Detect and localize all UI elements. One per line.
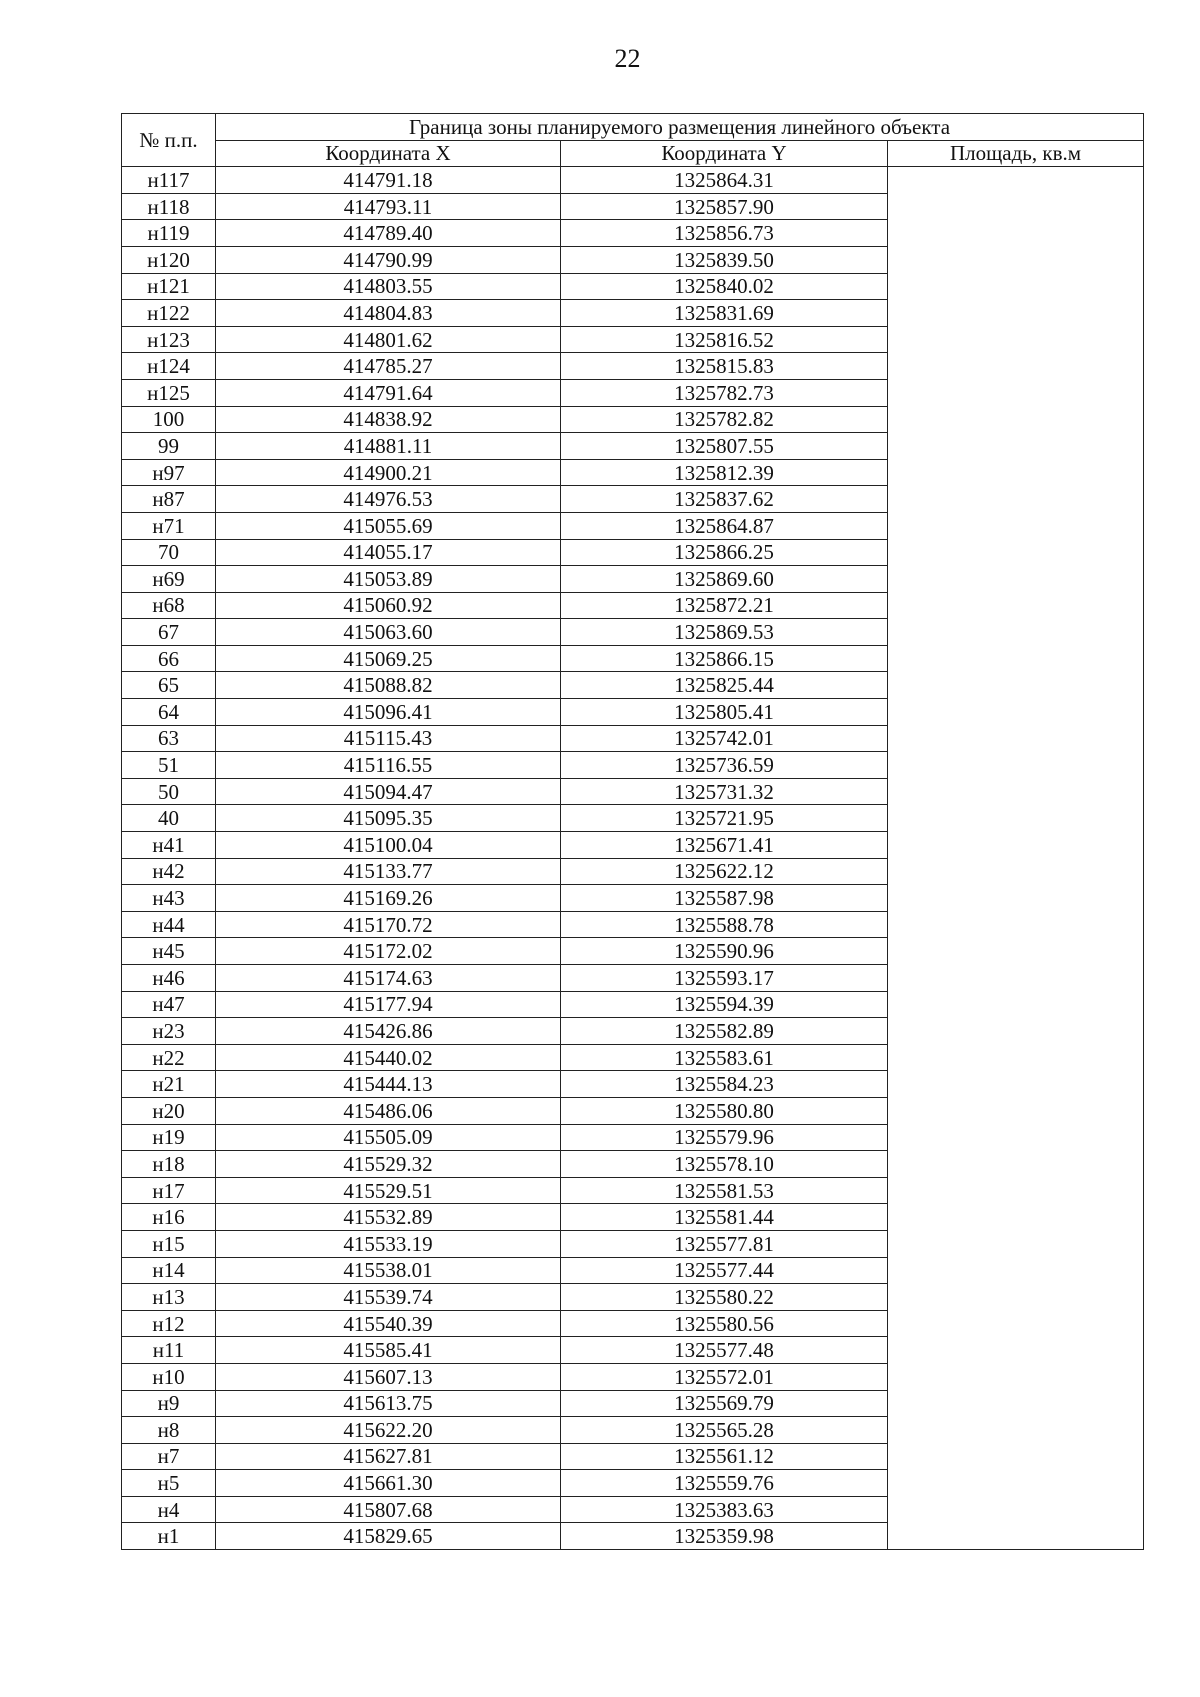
point-number-cell: н1 bbox=[122, 1523, 216, 1550]
header-y: Координата Y bbox=[561, 140, 888, 167]
point-number-cell: 65 bbox=[122, 672, 216, 699]
coordinate-y-cell: 1325561.12 bbox=[561, 1443, 888, 1470]
header-row-group bbox=[122, 114, 1144, 141]
coordinate-x-cell: 415063.60 bbox=[216, 619, 561, 646]
coordinate-y-cell: 1325736.59 bbox=[561, 752, 888, 779]
point-number-cell: н123 bbox=[122, 326, 216, 353]
point-number-cell: н69 bbox=[122, 566, 216, 593]
point-number-cell: н68 bbox=[122, 592, 216, 619]
point-number-cell: н119 bbox=[122, 220, 216, 247]
coordinate-x-cell: 415088.82 bbox=[216, 672, 561, 699]
point-number-cell: 51 bbox=[122, 752, 216, 779]
coordinate-y-cell: 1325864.31 bbox=[561, 167, 888, 194]
coordinate-x-cell: 415540.39 bbox=[216, 1310, 561, 1337]
coordinate-x-cell: 415444.13 bbox=[216, 1071, 561, 1098]
point-number-cell: н7 bbox=[122, 1443, 216, 1470]
coordinate-y-cell: 1325837.62 bbox=[561, 486, 888, 513]
coordinate-x-cell: 414881.11 bbox=[216, 433, 561, 460]
coordinate-x-cell: 415529.32 bbox=[216, 1151, 561, 1178]
coordinate-x-cell: 415627.81 bbox=[216, 1443, 561, 1470]
coordinate-y-cell: 1325569.79 bbox=[561, 1390, 888, 1417]
coordinate-y-cell: 1325577.44 bbox=[561, 1257, 888, 1284]
point-number-cell: н71 bbox=[122, 512, 216, 539]
coordinate-x-cell: 414976.53 bbox=[216, 486, 561, 513]
coordinate-y-cell: 1325580.22 bbox=[561, 1284, 888, 1311]
coordinate-y-cell: 1325581.53 bbox=[561, 1177, 888, 1204]
coordinate-y-cell: 1325866.25 bbox=[561, 539, 888, 566]
point-number-cell: н97 bbox=[122, 459, 216, 486]
point-number-cell: н21 bbox=[122, 1071, 216, 1098]
coordinate-x-cell: 415505.09 bbox=[216, 1124, 561, 1151]
header-num: № п.п. bbox=[122, 114, 216, 167]
point-number-cell: н12 bbox=[122, 1310, 216, 1337]
coordinate-y-cell: 1325869.53 bbox=[561, 619, 888, 646]
coordinate-y-cell: 1325565.28 bbox=[561, 1417, 888, 1444]
coordinate-x-cell: 415095.35 bbox=[216, 805, 561, 832]
coordinate-x-cell: 415096.41 bbox=[216, 699, 561, 726]
coordinate-y-cell: 1325580.56 bbox=[561, 1310, 888, 1337]
coordinate-y-cell: 1325731.32 bbox=[561, 778, 888, 805]
coordinate-y-cell: 1325807.55 bbox=[561, 433, 888, 460]
point-number-cell: н13 bbox=[122, 1284, 216, 1311]
coordinate-y-cell: 1325590.96 bbox=[561, 938, 888, 965]
coordinate-y-cell: 1325857.90 bbox=[561, 193, 888, 220]
point-number-cell: н46 bbox=[122, 965, 216, 992]
point-number-cell: н5 bbox=[122, 1470, 216, 1497]
coordinate-y-cell: 1325782.82 bbox=[561, 406, 888, 433]
coordinate-x-cell: 414055.17 bbox=[216, 539, 561, 566]
coordinate-x-cell: 415115.43 bbox=[216, 725, 561, 752]
coordinate-y-cell: 1325559.76 bbox=[561, 1470, 888, 1497]
coordinate-y-cell: 1325721.95 bbox=[561, 805, 888, 832]
point-number-cell: 99 bbox=[122, 433, 216, 460]
coordinate-y-cell: 1325805.41 bbox=[561, 699, 888, 726]
point-number-cell: н42 bbox=[122, 858, 216, 885]
point-number-cell: н19 bbox=[122, 1124, 216, 1151]
coordinate-x-cell: 415807.68 bbox=[216, 1496, 561, 1523]
coordinate-y-cell: 1325782.73 bbox=[561, 379, 888, 406]
point-number-cell: 100 bbox=[122, 406, 216, 433]
coordinate-x-cell: 415169.26 bbox=[216, 885, 561, 912]
coordinate-x-cell: 415529.51 bbox=[216, 1177, 561, 1204]
coordinate-y-cell: 1325671.41 bbox=[561, 832, 888, 859]
coordinate-y-cell: 1325816.52 bbox=[561, 326, 888, 353]
point-number-cell: н43 bbox=[122, 885, 216, 912]
point-number-cell: н18 bbox=[122, 1151, 216, 1178]
coordinate-y-cell: 1325840.02 bbox=[561, 273, 888, 300]
coordinate-x-cell: 415532.89 bbox=[216, 1204, 561, 1231]
coordinate-y-cell: 1325580.80 bbox=[561, 1097, 888, 1124]
coordinate-y-cell: 1325864.87 bbox=[561, 512, 888, 539]
coordinate-x-cell: 415055.69 bbox=[216, 512, 561, 539]
coordinate-x-cell: 415607.13 bbox=[216, 1363, 561, 1390]
point-number-cell: н8 bbox=[122, 1417, 216, 1444]
point-number-cell: 66 bbox=[122, 645, 216, 672]
point-number-cell: н16 bbox=[122, 1204, 216, 1231]
coordinate-x-cell: 414804.83 bbox=[216, 300, 561, 327]
coordinate-y-cell: 1325815.83 bbox=[561, 353, 888, 380]
coordinate-x-cell: 415053.89 bbox=[216, 566, 561, 593]
point-number-cell: н17 bbox=[122, 1177, 216, 1204]
coordinate-y-cell: 1325587.98 bbox=[561, 885, 888, 912]
coordinate-y-cell: 1325359.98 bbox=[561, 1523, 888, 1550]
coordinate-y-cell: 1325866.15 bbox=[561, 645, 888, 672]
coordinate-y-cell: 1325869.60 bbox=[561, 566, 888, 593]
coordinate-y-cell: 1325588.78 bbox=[561, 911, 888, 938]
coordinate-y-cell: 1325584.23 bbox=[561, 1071, 888, 1098]
coordinate-y-cell: 1325825.44 bbox=[561, 672, 888, 699]
coordinate-y-cell: 1325572.01 bbox=[561, 1363, 888, 1390]
coordinate-y-cell: 1325577.48 bbox=[561, 1337, 888, 1364]
coordinate-x-cell: 415172.02 bbox=[216, 938, 561, 965]
coordinate-y-cell: 1325578.10 bbox=[561, 1151, 888, 1178]
coordinate-x-cell: 414785.27 bbox=[216, 353, 561, 380]
coordinate-x-cell: 415613.75 bbox=[216, 1390, 561, 1417]
point-number-cell: н121 bbox=[122, 273, 216, 300]
point-number-cell: н23 bbox=[122, 1018, 216, 1045]
coordinates-table bbox=[121, 113, 1144, 1550]
coordinate-x-cell: 414790.99 bbox=[216, 246, 561, 273]
point-number-cell: н44 bbox=[122, 911, 216, 938]
coordinate-x-cell: 415069.25 bbox=[216, 645, 561, 672]
point-number-cell: н122 bbox=[122, 300, 216, 327]
coordinate-y-cell: 1325742.01 bbox=[561, 725, 888, 752]
coordinate-y-cell: 1325839.50 bbox=[561, 246, 888, 273]
coordinate-x-cell: 414801.62 bbox=[216, 326, 561, 353]
point-number-cell: 63 bbox=[122, 725, 216, 752]
coordinate-y-cell: 1325577.81 bbox=[561, 1230, 888, 1257]
point-number-cell: 50 bbox=[122, 778, 216, 805]
point-number-cell: н11 bbox=[122, 1337, 216, 1364]
coordinate-x-cell: 415116.55 bbox=[216, 752, 561, 779]
point-number-cell: н10 bbox=[122, 1363, 216, 1390]
header-group: Граница зоны планируемого размещения линейного объекта bbox=[216, 114, 1144, 141]
coordinate-x-cell: 414900.21 bbox=[216, 459, 561, 486]
point-number-cell: н9 bbox=[122, 1390, 216, 1417]
coordinate-x-cell: 415533.19 bbox=[216, 1230, 561, 1257]
point-number-cell: н47 bbox=[122, 991, 216, 1018]
coordinate-y-cell: 1325383.63 bbox=[561, 1496, 888, 1523]
coordinate-x-cell: 415170.72 bbox=[216, 911, 561, 938]
coordinate-y-cell: 1325583.61 bbox=[561, 1044, 888, 1071]
coordinate-y-cell: 1325856.73 bbox=[561, 220, 888, 247]
coordinate-x-cell: 415440.02 bbox=[216, 1044, 561, 1071]
coordinate-x-cell: 415661.30 bbox=[216, 1470, 561, 1497]
point-number-cell: н120 bbox=[122, 246, 216, 273]
point-number-cell: н14 bbox=[122, 1257, 216, 1284]
coordinate-x-cell: 415539.74 bbox=[216, 1284, 561, 1311]
point-number-cell: н87 bbox=[122, 486, 216, 513]
point-number-cell: н125 bbox=[122, 379, 216, 406]
coordinate-x-cell: 415174.63 bbox=[216, 965, 561, 992]
table-row bbox=[122, 167, 1144, 194]
coordinate-x-cell: 414803.55 bbox=[216, 273, 561, 300]
point-number-cell: 64 bbox=[122, 699, 216, 726]
coordinate-x-cell: 415094.47 bbox=[216, 778, 561, 805]
point-number-cell: н41 bbox=[122, 832, 216, 859]
point-number-cell: н22 bbox=[122, 1044, 216, 1071]
table-body bbox=[122, 167, 1144, 1550]
coordinate-y-cell: 1325593.17 bbox=[561, 965, 888, 992]
point-number-cell: н15 bbox=[122, 1230, 216, 1257]
header-x: Координата X bbox=[216, 140, 561, 167]
point-number-cell: 67 bbox=[122, 619, 216, 646]
coordinate-y-cell: 1325622.12 bbox=[561, 858, 888, 885]
coordinate-x-cell: 415100.04 bbox=[216, 832, 561, 859]
coordinate-x-cell: 415133.77 bbox=[216, 858, 561, 885]
coordinate-y-cell: 1325579.96 bbox=[561, 1124, 888, 1151]
point-number-cell: н4 bbox=[122, 1496, 216, 1523]
coordinate-y-cell: 1325872.21 bbox=[561, 592, 888, 619]
coordinate-x-cell: 415060.92 bbox=[216, 592, 561, 619]
coordinate-x-cell: 415622.20 bbox=[216, 1417, 561, 1444]
coordinate-x-cell: 415585.41 bbox=[216, 1337, 561, 1364]
coordinate-y-cell: 1325831.69 bbox=[561, 300, 888, 327]
coordinate-y-cell: 1325581.44 bbox=[561, 1204, 888, 1231]
coordinate-x-cell: 414789.40 bbox=[216, 220, 561, 247]
coordinate-y-cell: 1325594.39 bbox=[561, 991, 888, 1018]
coordinate-y-cell: 1325582.89 bbox=[561, 1018, 888, 1045]
coordinate-x-cell: 415426.86 bbox=[216, 1018, 561, 1045]
header-row-columns bbox=[122, 140, 1144, 167]
coordinate-x-cell: 415486.06 bbox=[216, 1097, 561, 1124]
table-header bbox=[122, 114, 1144, 167]
header-area: Площадь, кв.м bbox=[888, 140, 1144, 167]
coordinate-x-cell: 414793.11 bbox=[216, 193, 561, 220]
point-number-cell: н124 bbox=[122, 353, 216, 380]
coordinate-x-cell: 414791.64 bbox=[216, 379, 561, 406]
point-number-cell: 40 bbox=[122, 805, 216, 832]
point-number-cell: 70 bbox=[122, 539, 216, 566]
coordinate-x-cell: 415538.01 bbox=[216, 1257, 561, 1284]
coordinate-y-cell: 1325812.39 bbox=[561, 459, 888, 486]
point-number-cell: н20 bbox=[122, 1097, 216, 1124]
point-number-cell: н45 bbox=[122, 938, 216, 965]
coordinate-x-cell: 415829.65 bbox=[216, 1523, 561, 1550]
page-number: 22 bbox=[614, 44, 641, 73]
coordinate-x-cell: 414791.18 bbox=[216, 167, 561, 194]
coordinate-x-cell: 414838.92 bbox=[216, 406, 561, 433]
point-number-cell: н118 bbox=[122, 193, 216, 220]
coordinate-x-cell: 415177.94 bbox=[216, 991, 561, 1018]
point-number-cell: н117 bbox=[122, 167, 216, 194]
area-cell bbox=[888, 167, 1144, 1550]
